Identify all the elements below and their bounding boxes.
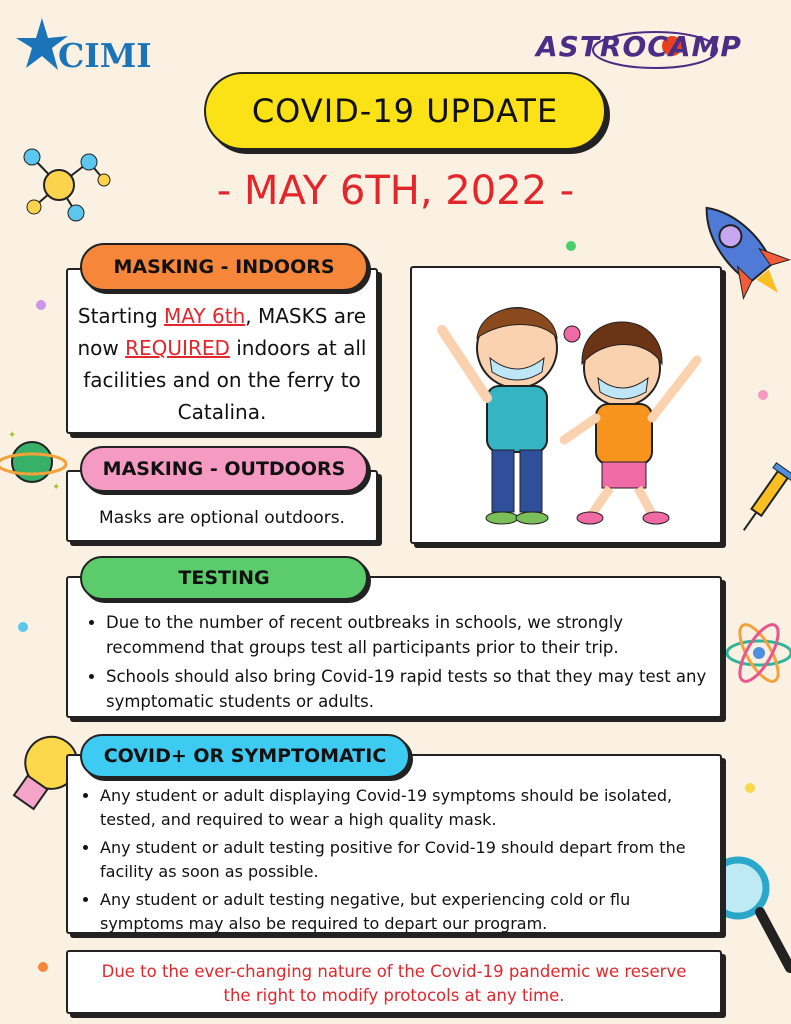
- svg-text:✦: ✦: [52, 482, 61, 493]
- page-title: COVID-19 UPDATE: [251, 92, 559, 130]
- symptomatic-card: [66, 754, 722, 934]
- symptomatic-heading: COVID+ OR SYMPTOMATIC: [80, 734, 410, 778]
- list-item: • Schools should also bring Covid-19 rapid tests so that they may test any symptomatic students or adults.: [106, 664, 708, 714]
- list-item: • Due to the number of recent outbreaks in schools, we strongly recommend that groups test all participants prior to their trip.: [106, 610, 708, 660]
- masking-outdoors-text: Masks are optional outdoors.: [99, 508, 345, 528]
- list-item: • Any student or adult testing negative, but experiencing cold or flu symptoms may also be required to depart our program.: [100, 888, 710, 936]
- molecule-icon: [14, 135, 124, 225]
- masking-indoors-text: Starting MAY 6th, MASKS are now REQUIRED indoors at all facilities and on the ferry to Catalina.: [77, 304, 367, 424]
- date-heading: - MAY 6TH, 2022 -: [216, 168, 575, 214]
- syringe-icon: [735, 455, 791, 545]
- decor-dot: [758, 390, 768, 400]
- atom-icon: [724, 618, 791, 688]
- testing-list: [86, 610, 708, 714]
- date-highlight: MAY 6th: [164, 304, 246, 328]
- svg-text:✦: ✦: [8, 430, 17, 441]
- testing-heading: TESTING: [80, 556, 368, 600]
- list-item: • Any student or adult displaying Covid-19 symptoms should be isolated, tested, and required to wear a high quality mask.: [100, 784, 710, 832]
- masked-kids-illustration: [412, 268, 720, 542]
- decor-dot: [38, 962, 48, 972]
- decor-dot: [36, 300, 46, 310]
- symptomatic-list: [80, 784, 710, 936]
- required-highlight: REQUIRED: [125, 336, 230, 360]
- cimi-logo-text: CIMI: [58, 36, 152, 75]
- planet-icon: [0, 426, 74, 496]
- title-banner: [204, 72, 606, 150]
- footer-notice: Due to the ever-changing nature of the Covid-19 pandemic we reserve the right to modify protocols at any time.: [101, 962, 687, 1005]
- list-item: • Any student or adult testing positive for Covid-19 should depart from the facility as soon as possible.: [100, 836, 710, 884]
- decor-dot: [18, 622, 28, 632]
- decor-dot: [745, 783, 755, 793]
- cimi-logo: [12, 14, 152, 76]
- masking-outdoors-heading: MASKING - OUTDOORS: [80, 446, 368, 492]
- masking-indoors-card: [66, 268, 378, 434]
- masking-indoors-heading: MASKING - INDOORS: [80, 243, 368, 291]
- kids-illustration-card: [410, 266, 722, 544]
- footer-notice-card: [66, 950, 722, 1014]
- astrocamp-logo-text: ASTROCAMP: [536, 30, 742, 63]
- decor-dot: [566, 241, 576, 251]
